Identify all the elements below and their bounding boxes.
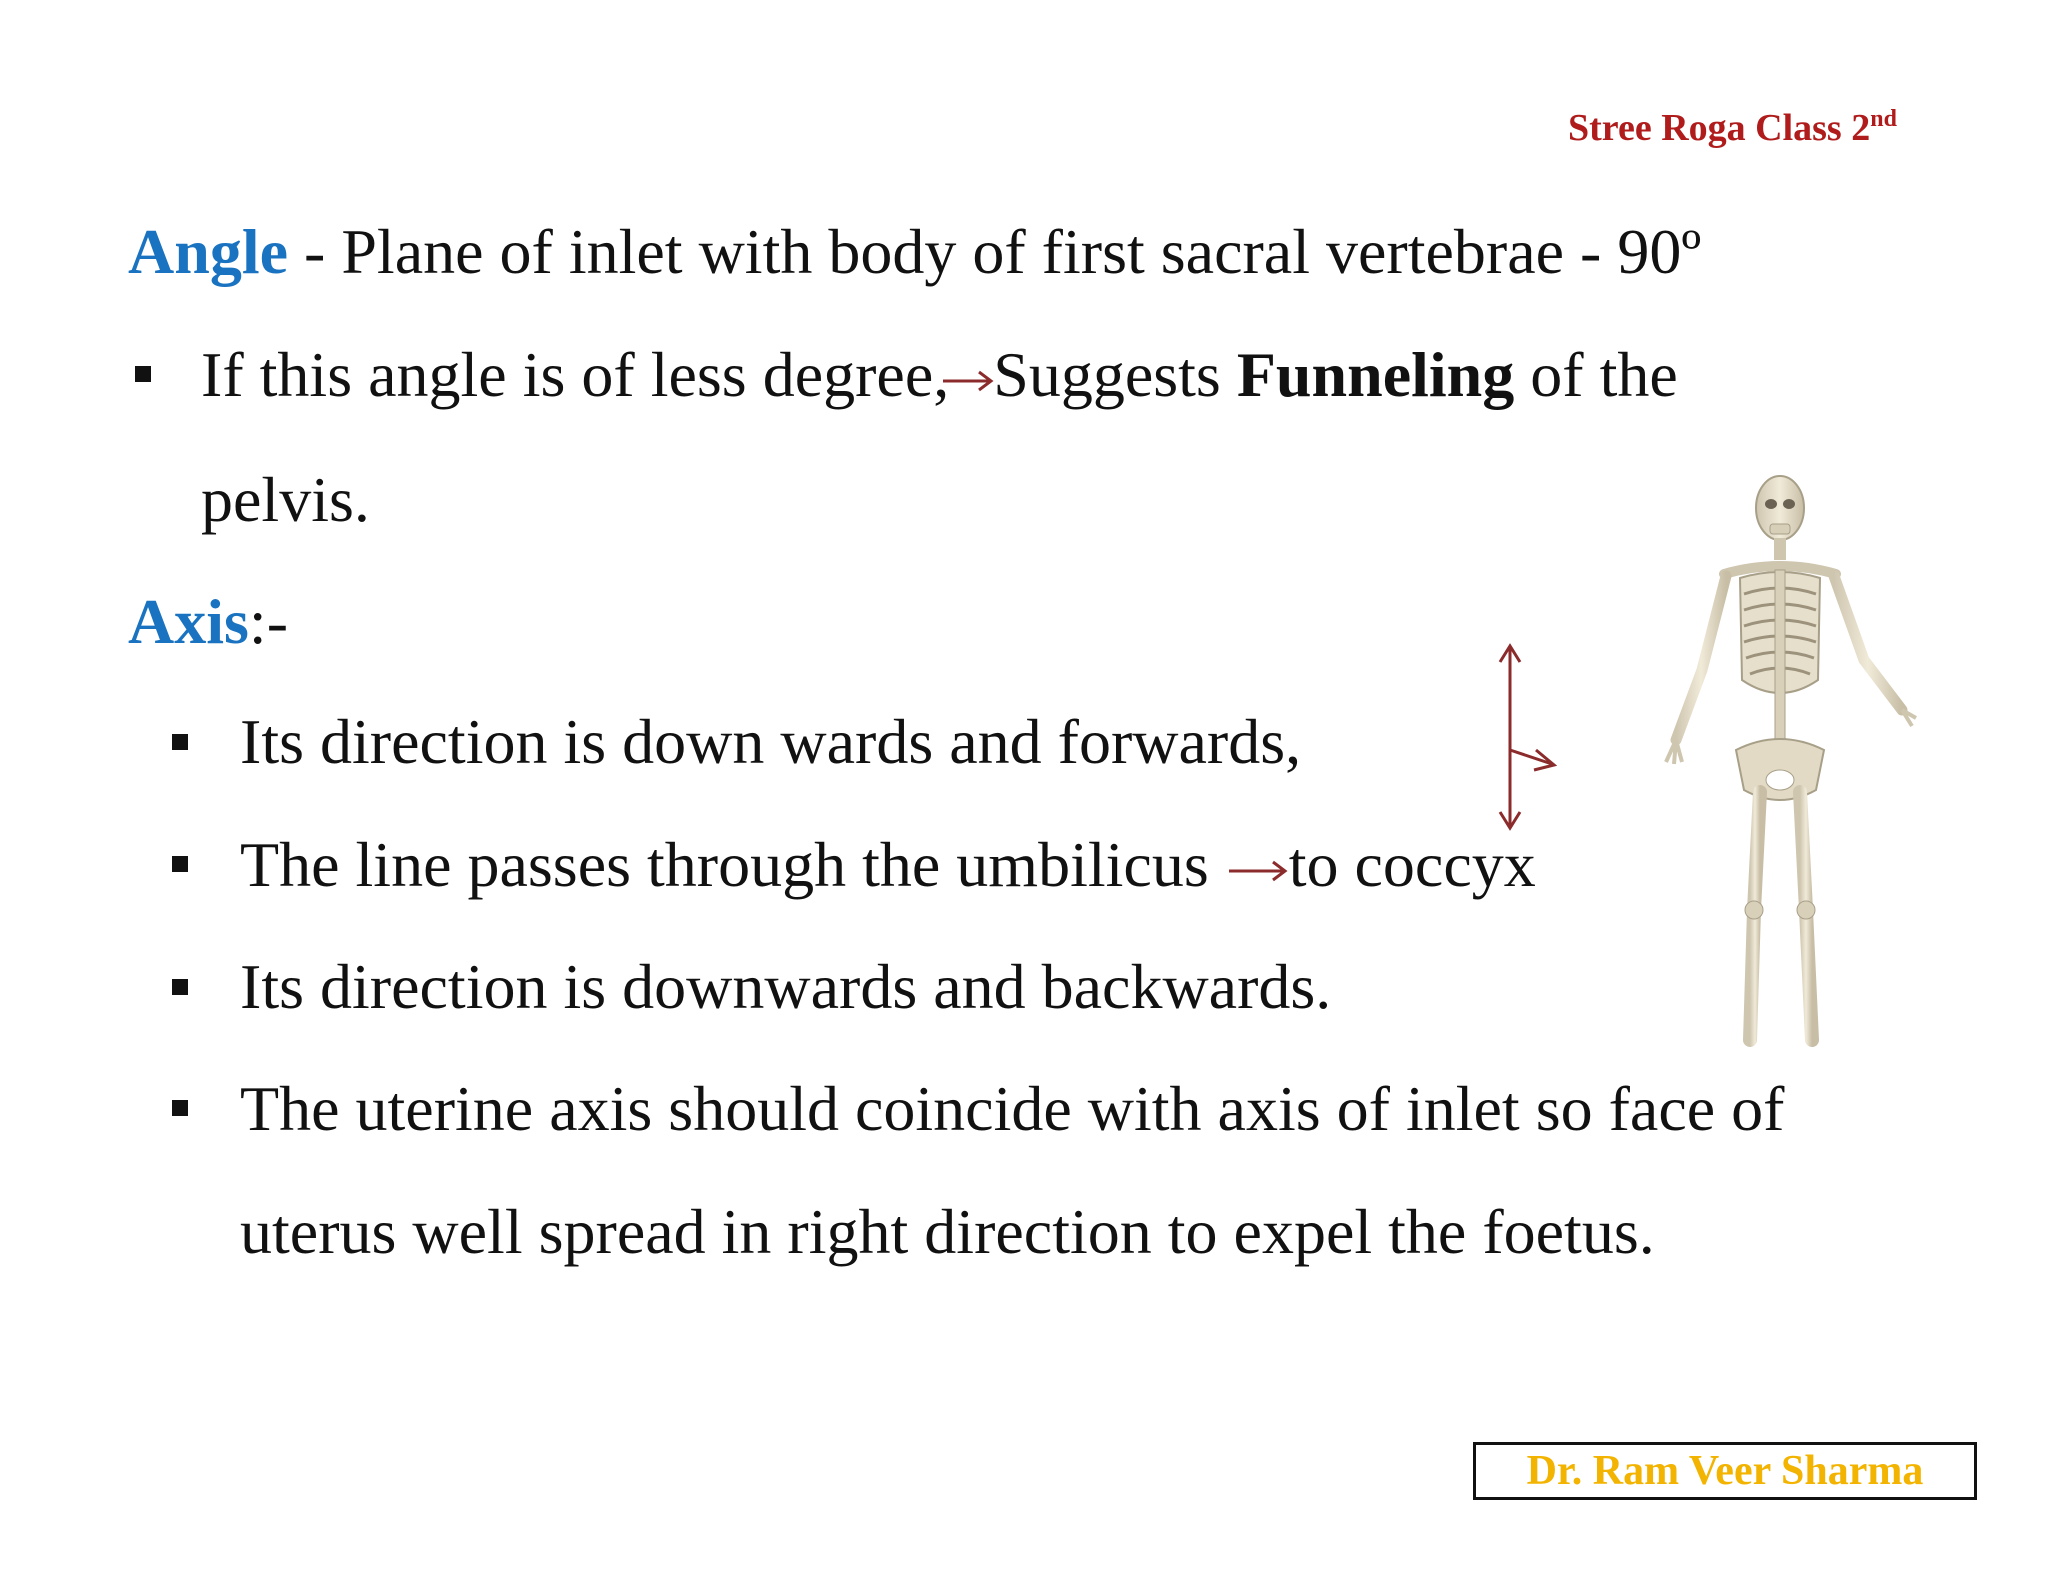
skeleton-illustration-icon [1640,470,1920,1050]
bullet-marker [172,979,188,995]
angle-bullet-part3: of the [1514,339,1678,410]
right-arrow-icon [941,366,995,396]
bullet-marker [172,734,188,750]
axis-bullet-1: Its direction is down wards and forwards, [240,706,1302,777]
axis-label: Axis [128,586,249,657]
funneling-term: Funneling [1236,339,1515,410]
author-box [1473,1442,1977,1500]
axis-bullet-3: Its direction is downwards and backwards. [240,951,1332,1022]
right-arrow-icon [1225,856,1289,886]
bullet-marker [172,856,188,872]
axis-bullet-4-line2: uterus well spread in right direction to expel the foetus. [240,1196,1655,1267]
angle-bullet-part1: If this angle is of less degree, [201,339,950,410]
author-name: Dr. Ram Veer Sharma [1526,1448,1924,1494]
bullet-marker [172,1100,188,1116]
axis-heading [128,586,288,657]
angle-bullet-line2: pelvis. [201,464,370,535]
angle-bullet-line [201,339,1678,410]
angle-line [128,216,1702,287]
axis-bullet-4: The uterine axis should coincide with axis of inlet so face of [240,1073,1785,1144]
course-title-sup: nd [1870,106,1897,132]
angle-label: Angle [128,216,288,287]
bullet-marker [135,366,151,382]
axis-bullet-2 [240,829,1536,900]
axis-direction-arrows-icon [1480,638,1560,838]
axis-suffix: :- [248,586,288,657]
course-title: Stree Roga Class 2 [1568,107,1871,149]
axis-bullet-2-part1: The line passes through the umbilicus [240,829,1225,900]
angle-text: - Plane of inlet with body of first sacral vertebrae - 90º [288,216,1702,287]
angle-bullet-part2: Suggests [993,339,1237,410]
course-header [1568,106,1897,150]
axis-bullet-2-part2: to coccyx [1288,829,1536,900]
